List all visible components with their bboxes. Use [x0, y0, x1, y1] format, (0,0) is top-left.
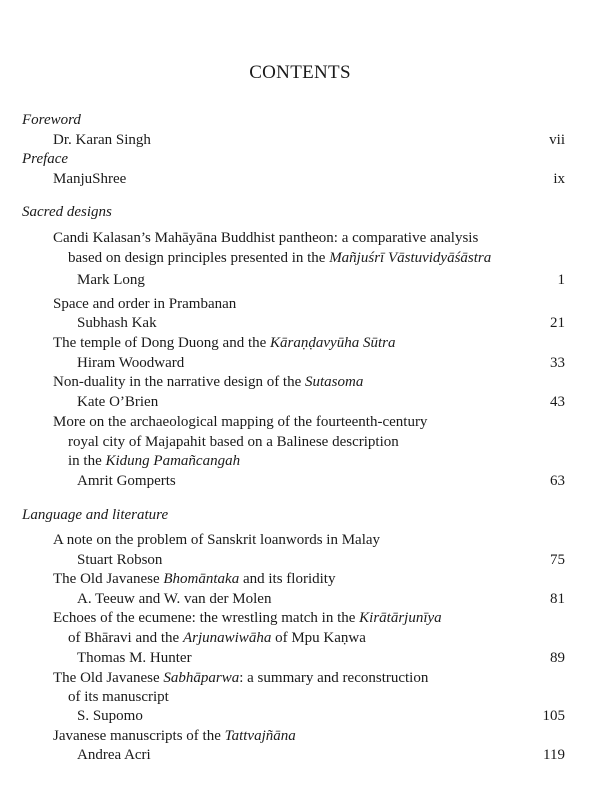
toc-entry-title: Space and order in Prambanan	[53, 296, 237, 312]
preface-page: ix	[553, 171, 565, 187]
toc-entry-author: Subhash Kak	[77, 315, 157, 331]
toc-entry-title-cont: of its manuscript	[68, 689, 169, 705]
toc-entry-title-cont: based on design principles presented in the Mañjuśrī Vāstuvidyāśāstra	[68, 250, 492, 266]
section-heading-language-literature: Language and literature	[22, 507, 169, 523]
preface-heading: Preface	[22, 151, 69, 167]
toc-entry-page: 21	[550, 315, 565, 331]
toc-entry-author: A. Teeuw and W. van der Molen	[77, 591, 272, 607]
preface-author: ManjuShree	[53, 171, 127, 187]
toc-entry-title-cont: in the Kidung Pamañcangah	[68, 453, 241, 469]
toc-entry-page: 63	[550, 473, 565, 489]
toc-entry-title: A note on the problem of Sanskrit loanwords in Malay	[53, 532, 381, 548]
toc-entry-author: Mark Long	[77, 272, 145, 288]
toc-entry-title: The temple of Dong Duong and the Kāraṇḍavyūha Sūtra	[53, 335, 396, 351]
toc-entry-author: Thomas M. Hunter	[77, 650, 192, 666]
toc-entry-page: 119	[543, 747, 565, 763]
toc-entry-page: 33	[550, 355, 565, 371]
toc-entry-title-cont: royal city of Majapahit based on a Balinese description	[68, 434, 399, 450]
toc-entry-page: 89	[550, 650, 565, 666]
toc-entry-page: 81	[550, 591, 565, 607]
toc-entry-title-cont: of Bhāravi and the Arjunawiwāha of Mpu Kaṇwa	[68, 630, 366, 646]
toc-entry-page: 1	[557, 272, 565, 288]
toc-entry-title: The Old Javanese Bhomāntaka and its floridity	[53, 571, 336, 587]
toc-entry-page: 105	[542, 708, 565, 724]
section-heading-sacred-designs: Sacred designs	[22, 204, 112, 220]
toc-entry-author: Amrit Gomperts	[77, 473, 176, 489]
toc-entry-author: Andrea Acri	[77, 747, 151, 763]
toc-entry-title: The Old Javanese Sabhāparwa: a summary and reconstruction	[53, 670, 429, 686]
toc-entry-page: 43	[550, 394, 565, 410]
toc-entry-title: Javanese manuscripts of the Tattvajñāna	[53, 728, 296, 744]
toc-entry-author: S. Supomo	[77, 708, 143, 724]
foreword-page: vii	[549, 132, 565, 148]
page-title: CONTENTS	[249, 62, 351, 83]
toc-entry-page: 75	[550, 552, 565, 568]
toc-entry-title: Non-duality in the narrative design of the Sutasoma	[53, 374, 364, 390]
toc-entry-author: Hiram Woodward	[77, 355, 185, 371]
toc-entry-title: Candi Kalasan’s Mahāyāna Buddhist pantheon: a comparative analysis	[53, 230, 479, 246]
toc-entry-author: Kate O’Brien	[77, 394, 159, 410]
toc-entry-author: Stuart Robson	[77, 552, 163, 568]
foreword-author: Dr. Karan Singh	[53, 132, 151, 148]
foreword-heading: Foreword	[22, 112, 81, 128]
toc-entry-title: More on the archaeological mapping of the fourteenth-century	[53, 414, 428, 430]
toc-entry-title: Echoes of the ecumene: the wrestling match in the Kirātārjunīya	[53, 610, 442, 626]
